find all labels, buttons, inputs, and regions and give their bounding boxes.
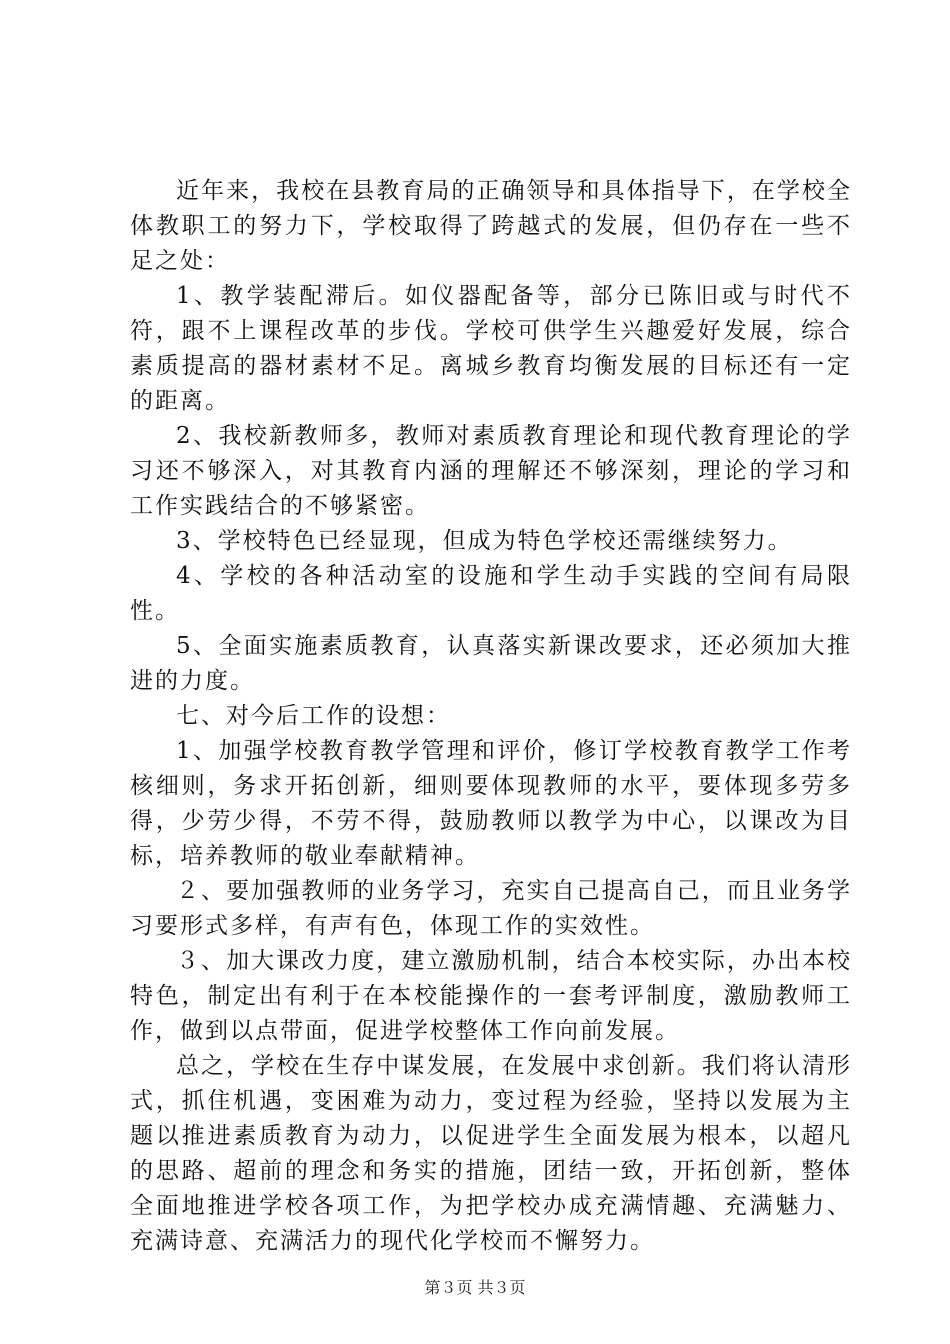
- paragraph-issue-3: 3、学校特色已经显现，但成为特色学校还需继续努力。: [176, 528, 793, 554]
- paragraph-intro: 近年来，我校在县教育局的正确领导和具体指导下，在学校全体教职工的努力下，学校取得了跨越式的发展，但仍存在一些不足之处：: [130, 178, 852, 274]
- paragraph-issue-2: 2、我校新教师多，教师对素质教育理论和现代教育理论的学习还不够深入，对其教育内涵的理解还不够深刻，理论的学习和工作实践结合的不够紧密。: [130, 423, 852, 519]
- paragraph-issue-5: 5、全面实施素质教育，认真落实新课改要求，还必须加大推进的力度。: [130, 633, 852, 694]
- paragraph-plan-2: ２、要加强教师的业务学习，充实自己提高自己，而且业务学习要形式多样，有声有色，体现工作的实效性。: [130, 878, 852, 939]
- paragraph-issue-1: 1、教学装配滞后。如仪器配备等，部分已陈旧或与时代不符，跟不上课程改革的步伐。学校可供学生兴趣爱好发展，综合素质提高的器材素材不足。离城乡教育均衡发展的目标还有一定的距离。: [130, 283, 852, 414]
- paragraph-conclusion: 总之，学校在生存中谋发展，在发展中求创新。我们将认清形式，抓住机遇，变困难为动力，变过程为经验，坚持以发展为主题以推进素质教育为动力，以促进学生全面发展为根本，以超凡的思路、超前的理念和务实的措施，团结一致，开拓创新，整体全面地推进学校各项工作，为把学校办成充满情趣、充满魅力、充满诗意、充满活力的现代化学校而不懈努力。: [130, 1053, 852, 1254]
- paragraph-plan-1: 1、加强学校教育教学管理和评价，修订学校教育教学工作考核细则，务求开拓创新，细则要体现教师的水平，要体现多劳多得，少劳少得，不劳不得，鼓励教师以教学为中心，以课改为目标，培养教师的敬业奉献精神。: [130, 738, 852, 869]
- document-body: [130, 174, 852, 1259]
- paragraph-issue-4: 4、学校的各种活动室的设施和学生动手实践的空间有局限性。: [130, 563, 852, 624]
- page-number-label: 第３页 共３页: [424, 1278, 526, 1297]
- page-footer: [0, 1275, 950, 1298]
- paragraph-plan-3: ３、加大课改力度，建立激励机制，结合本校实际，办出本校特色，制定出有利于在本校能操作的一套考评制度，激励教师工作，做到以点带面，促进学校整体工作向前发展。: [130, 948, 852, 1044]
- section-heading-plans: 七、对今后工作的设想：: [176, 703, 451, 729]
